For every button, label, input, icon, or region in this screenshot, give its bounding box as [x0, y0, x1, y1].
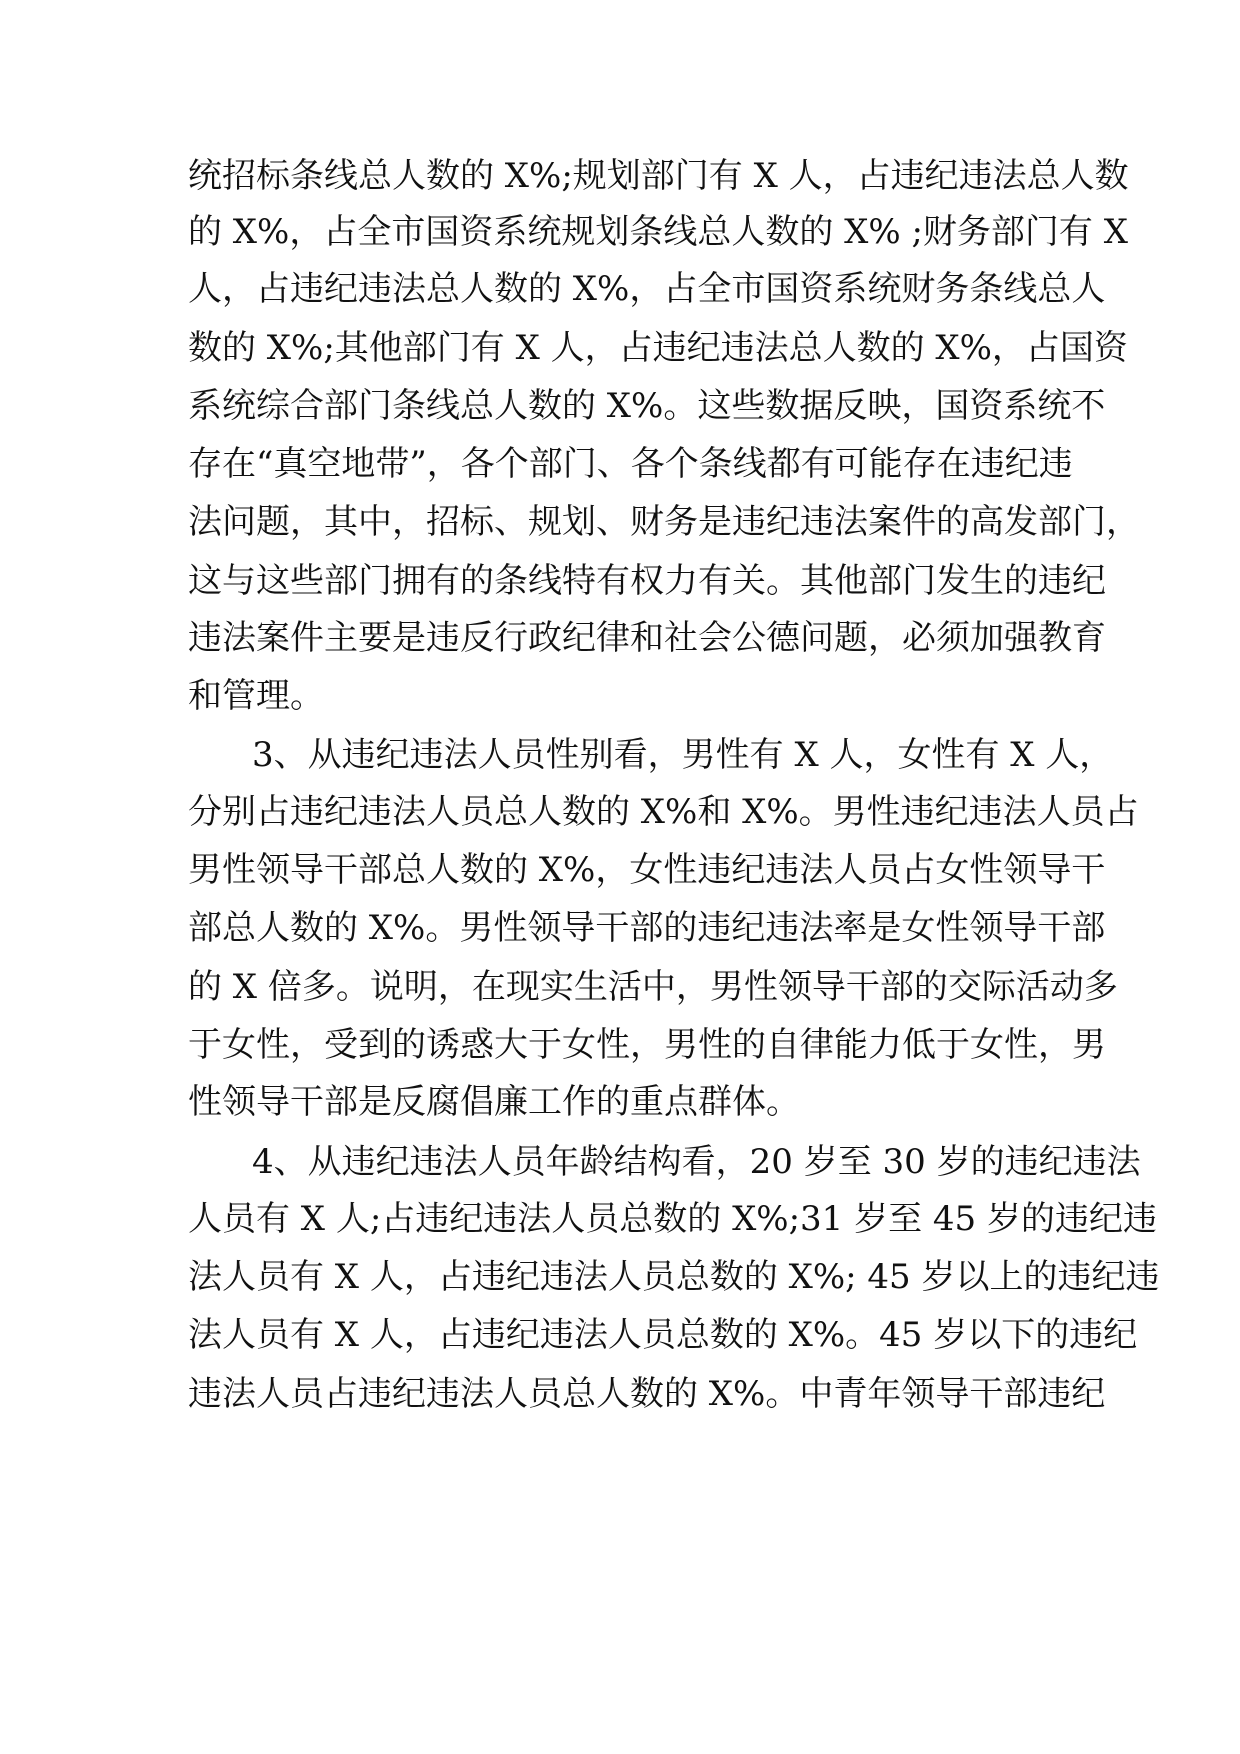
text-line: 的 X 倍多。说明，在现实生活中，男性领导干部的交际活动多: [188, 967, 1118, 1007]
text-line: 存在“真空地带”，各个部门、各个条线都有可能存在违纪违: [188, 444, 1073, 484]
text-line: 数的 X%;其他部门有 X 人，占违纪违法总人数的 X%，占国资: [188, 328, 1128, 368]
text-line: 统招标条线总人数的 X%;规划部门有 X 人，占违纪违法总人数: [188, 156, 1129, 196]
text-line: 人员有 X 人;占违纪违法人员总数的 X%;31 岁至 45 岁的违纪违: [188, 1199, 1157, 1239]
text-line: 人，占违纪违法总人数的 X%，占全市国资系统财务条线总人: [188, 269, 1106, 309]
text-line: 法问题，其中，招标、规划、财务是违纪违法案件的高发部门，: [188, 502, 1140, 542]
text-line: 系统综合部门条线总人数的 X%。这些数据反映，国资系统不: [188, 386, 1106, 426]
text-line: 于女性，受到的诱惑大于女性，男性的自律能力低于女性，男: [188, 1025, 1106, 1065]
paragraph-first-line: 4、从违纪违法人员年龄结构看，20 岁至 30 岁的违纪违法: [252, 1142, 1141, 1182]
text-line: 这与这些部门拥有的条线特有权力有关。其他部门发生的违纪: [188, 561, 1106, 601]
text-line: 违法人员占违纪违法人员总人数的 X%。中青年领导干部违纪: [188, 1374, 1106, 1414]
text-line: 性领导干部是反腐倡廉工作的重点群体。: [188, 1082, 800, 1122]
text-line: 男性领导干部总人数的 X%，女性违纪违法人员占女性领导干: [188, 850, 1106, 890]
text-line: 的 X%，占全市国资系统规划条线总人数的 X% ;财务部门有 X: [188, 212, 1128, 252]
text-line: 和管理。: [188, 676, 324, 716]
paragraph-first-line: 3、从违纪违法人员性别看，男性有 X 人，女性有 X 人，: [252, 735, 1114, 775]
text-line: 部总人数的 X%。男性领导干部的违纪违法率是女性领导干部: [188, 908, 1106, 948]
text-line: 法人员有 X 人，占违纪违法人员总数的 X%; 45 岁以上的违纪违: [188, 1257, 1160, 1297]
text-line: 法人员有 X 人，占违纪违法人员总数的 X%。45 岁以下的违纪: [188, 1315, 1138, 1355]
text-line: 分别占违纪违法人员总人数的 X%和 X%。男性违纪违法人员占: [188, 792, 1139, 832]
text-line: 违法案件主要是违反行政纪律和社会公德问题，必须加强教育: [188, 618, 1106, 658]
